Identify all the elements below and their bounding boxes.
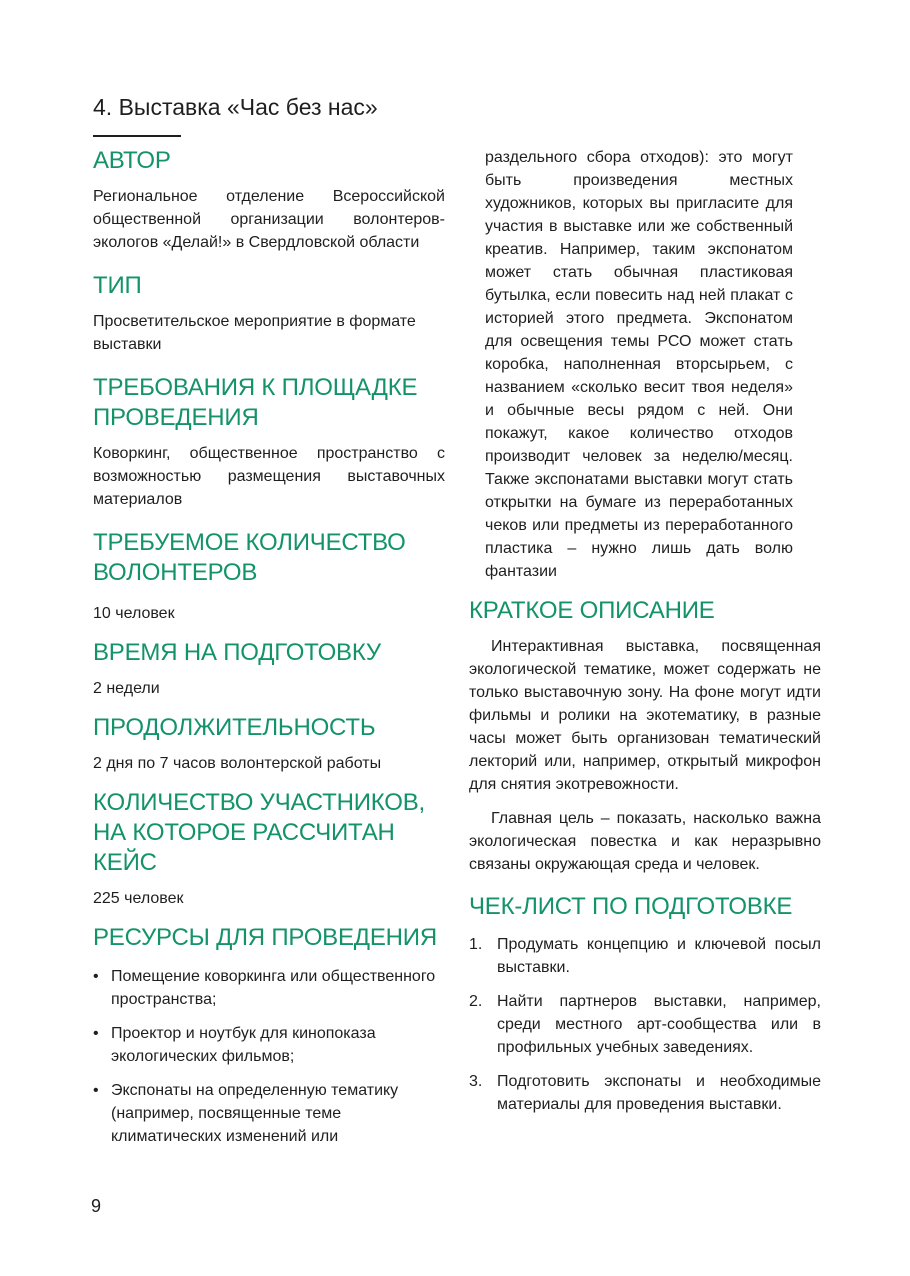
checklist-heading: ЧЕК-ЛИСТ ПО ПОДГОТОВКЕ (469, 893, 793, 920)
participants-text: 225 человек (93, 890, 184, 907)
author-heading: АВТОР (93, 147, 171, 174)
list-number: 3. (469, 1073, 483, 1090)
list-item (469, 933, 821, 979)
list-number: 2. (469, 993, 483, 1010)
list-text: Найти партнеров выставки, например, среди местного арт-сообщества или в профильных учебных заведениях. (497, 993, 821, 1056)
resources-list (93, 965, 445, 1148)
duration-text: 2 дня по 7 часов волонтерской работы (93, 755, 382, 772)
prep-text: 2 недели (93, 680, 160, 697)
list-item: • Проектор и ноутбук для кинопоказа экологических фильмов; (93, 1022, 445, 1068)
duration-heading: ПРОДОЛЖИТЕЛЬНОСТЬ (93, 714, 376, 741)
resources-continuation: раздельного сбора отходов): это могут быть произведения местных художников, которых вы пригласите для участия в выставке или же собственный креатив. Например, таким экспонатом может стать обычная пластиковая бутылка, если повесить над ней плакат с историей этого предмета. Экспонатом для освещения темы РСО может стать коробка, наполненная вторсырьем, с названием «сколько весит твоя неделя» и обычные весы рядом с ней. Они покажут, какое количество отходов производит человек за неделю/месяц. Также экспонатами выставки могут стать открытки на бумаге из переработанных чеков или предметы из переработанного пластика – нужно лишь дать волю фантазии (485, 149, 793, 580)
summary-paragraph-2: Главная цель – показать, насколько важна экологическая повестка и как неразрывно связаны окружающая среда и человек. (469, 810, 821, 873)
list-item (469, 1070, 821, 1116)
list-item (469, 990, 821, 1059)
list-item: • Помещение коворкинга или общественного пространства; (93, 965, 445, 1011)
venue-heading: ТРЕБОВАНИЯ К ПЛОЩАДКЕ ПРОВЕДЕНИЯ (93, 374, 418, 431)
list-number: 1. (469, 936, 483, 953)
list-text: Подготовить экспонаты и необходимые материалы для проведения выставки. (497, 1073, 821, 1113)
summary-paragraph-1: Интерактивная выставка, посвященная экологической тематике, может содержать не только выставочную зону. На фоне могут идти фильмы и ролики на экотематику, в разные часы может быть организован тематический лекторий или, например, открытый микрофон для снятия экотревожности. (469, 638, 821, 793)
title-underline (93, 135, 181, 137)
participants-heading: КОЛИЧЕСТВО УЧАСТНИКОВ, НА КОТОРОЕ РАССЧИТАН КЕЙС (93, 789, 426, 876)
volunteers-text: 10 человек (93, 605, 175, 622)
right-column (469, 146, 821, 1116)
left-column (93, 146, 445, 1148)
list-text: Продумать концепцию и ключевой посыл выставки. (497, 936, 821, 976)
resources-heading: РЕСУРСЫ ДЛЯ ПРОВЕДЕНИЯ (93, 924, 437, 951)
type-heading: ТИП (93, 272, 142, 299)
checklist (469, 933, 821, 1116)
volunteers-heading: ТРЕБУЕМОЕ КОЛИЧЕСТВО ВОЛОНТЕРОВ (93, 529, 406, 586)
type-text: Просветительское мероприятие в формате выставки (93, 313, 416, 353)
prep-heading: ВРЕМЯ НА ПОДГОТОВКУ (93, 639, 381, 666)
list-item: • Экспонаты на определенную тематику (например, посвященные теме климатических изменений или (93, 1079, 445, 1148)
author-text: Региональное отделение Всероссийской общественной организации волонтеров-экологов «Делай!» в Свердловской области (93, 188, 445, 251)
summary-heading: КРАТКОЕ ОПИСАНИЕ (469, 597, 715, 624)
page-number: 9 (91, 1196, 102, 1216)
page-title: 4. Выставка «Час без нас» (93, 94, 378, 120)
venue-text: Коворкинг, общественное пространство с возможностью размещения выставочных материалов (93, 445, 445, 508)
